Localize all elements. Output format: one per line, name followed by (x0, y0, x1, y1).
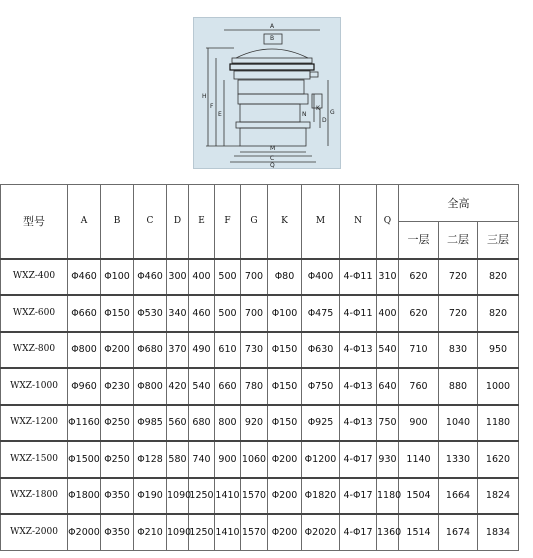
table-cell: 800 (215, 405, 241, 442)
table-cell: 500 (215, 295, 241, 332)
table-cell: 1330 (439, 441, 478, 478)
table-cell: Φ630 (302, 332, 340, 369)
table-cell: 660 (215, 368, 241, 405)
table-cell: 1090 (167, 514, 189, 551)
table-cell: Φ80 (268, 259, 302, 296)
spec-table (0, 184, 519, 551)
table-cell: 1410 (215, 478, 241, 515)
table-row (1, 368, 519, 405)
label-d: D (322, 117, 327, 124)
table-row (1, 259, 519, 296)
table-cell: 400 (377, 295, 399, 332)
sieve-frame (234, 71, 310, 79)
table-cell: 370 (167, 332, 189, 369)
table-cell: Φ400 (302, 259, 340, 296)
table-cell: 340 (167, 295, 189, 332)
sieve-dimension-diagram (193, 17, 341, 169)
table-cell: 4-Φ17 (340, 514, 377, 551)
table-cell: 720 (439, 295, 478, 332)
model-cell: WXZ-800 (1, 332, 68, 369)
label-h: H (202, 93, 207, 100)
table-cell: Φ190 (134, 478, 167, 515)
table-cell: 620 (399, 295, 439, 332)
table-cell: Φ150 (268, 332, 302, 369)
table-cell: 1180 (478, 405, 519, 442)
table-cell: Φ660 (68, 295, 101, 332)
table-cell: 900 (399, 405, 439, 442)
top-cover (236, 49, 308, 58)
table-cell: 820 (478, 295, 519, 332)
label-f: F (210, 103, 214, 110)
table-cell: 740 (189, 441, 215, 478)
table-cell: 4-Φ13 (340, 405, 377, 442)
table-cell: Φ200 (268, 478, 302, 515)
table-cell: 640 (377, 368, 399, 405)
table-cell: 560 (167, 405, 189, 442)
table-cell: 4-Φ17 (340, 441, 377, 478)
table-cell: Φ150 (268, 368, 302, 405)
model-cell: WXZ-600 (1, 295, 68, 332)
header-col-b: B (101, 185, 134, 259)
table-cell: Φ925 (302, 405, 340, 442)
header-model: 型号 (1, 185, 68, 259)
table-cell: Φ200 (268, 514, 302, 551)
table-cell: 580 (167, 441, 189, 478)
header-layer-2: 二层 (439, 222, 478, 259)
header-layer-3: 三层 (478, 222, 519, 259)
model-cell: WXZ-1500 (1, 441, 68, 478)
model-cell: WXZ-1800 (1, 478, 68, 515)
table-cell: Φ210 (134, 514, 167, 551)
header-layer-1: 一层 (399, 222, 439, 259)
motor-housing (240, 104, 300, 122)
header-col-c: C (134, 185, 167, 259)
table-cell: 310 (377, 259, 399, 296)
table-cell: 4-Φ13 (340, 368, 377, 405)
table-cell: 1570 (241, 514, 268, 551)
table-cell: Φ800 (68, 332, 101, 369)
table-cell: 1250 (189, 478, 215, 515)
table-cell: 4-Φ11 (340, 295, 377, 332)
table-cell: 460 (189, 295, 215, 332)
table-cell: 1040 (439, 405, 478, 442)
base-ring (236, 122, 310, 128)
table-cell: Φ1200 (302, 441, 340, 478)
table-cell: Φ1160 (68, 405, 101, 442)
header-col-e: E (189, 185, 215, 259)
table-cell: Φ1800 (68, 478, 101, 515)
table-cell: Φ200 (101, 332, 134, 369)
table-cell: 1410 (215, 514, 241, 551)
clamp-ring (230, 64, 314, 70)
table-cell: 1140 (399, 441, 439, 478)
table-cell: 930 (377, 441, 399, 478)
table-cell: 1504 (399, 478, 439, 515)
table-cell: 620 (399, 259, 439, 296)
table-row (1, 478, 519, 515)
header-col-a: A (68, 185, 101, 259)
table-cell: 490 (189, 332, 215, 369)
label-c: C (270, 155, 275, 162)
table-cell: Φ100 (268, 295, 302, 332)
table-cell: 1834 (478, 514, 519, 551)
model-cell: WXZ-2000 (1, 514, 68, 551)
table-cell: 300 (167, 259, 189, 296)
table-cell: Φ985 (134, 405, 167, 442)
table-cell: Φ1820 (302, 478, 340, 515)
outlet-spout (310, 72, 318, 77)
table-cell: 1664 (439, 478, 478, 515)
table-cell: 820 (478, 259, 519, 296)
model-cell: WXZ-1000 (1, 368, 68, 405)
table-cell: Φ475 (302, 295, 340, 332)
table-cell: Φ960 (68, 368, 101, 405)
table-cell: 900 (215, 441, 241, 478)
label-e: E (218, 111, 222, 118)
table-cell: 1250 (189, 514, 215, 551)
table-cell: 680 (189, 405, 215, 442)
table-cell: 720 (439, 259, 478, 296)
table-cell: Φ530 (134, 295, 167, 332)
table-cell: Φ350 (101, 478, 134, 515)
table-row (1, 514, 519, 551)
table-cell: Φ750 (302, 368, 340, 405)
table-cell: 1620 (478, 441, 519, 478)
label-m: M (270, 145, 276, 152)
table-cell: 420 (167, 368, 189, 405)
model-cell: WXZ-1200 (1, 405, 68, 442)
label-a: A (270, 23, 275, 30)
table-cell: 1570 (241, 478, 268, 515)
spec-table-body (1, 259, 519, 551)
header-col-g: G (241, 185, 268, 259)
table-cell: Φ2020 (302, 514, 340, 551)
table-cell: Φ150 (268, 405, 302, 442)
table-row (1, 295, 519, 332)
table-cell: 400 (189, 259, 215, 296)
table-cell: Φ150 (101, 295, 134, 332)
table-cell: 920 (241, 405, 268, 442)
label-k: K (316, 105, 320, 112)
table-cell: 760 (399, 368, 439, 405)
table-cell: 1674 (439, 514, 478, 551)
header-col-f: F (215, 185, 241, 259)
lower-frame (238, 80, 304, 94)
header-total-height: 全高 (399, 185, 519, 222)
label-q: Q (270, 162, 275, 169)
table-row (1, 332, 519, 369)
header-col-m: M (302, 185, 340, 259)
table-cell: 700 (241, 295, 268, 332)
table-cell: Φ460 (134, 259, 167, 296)
table-cell: 610 (215, 332, 241, 369)
table-cell: 1514 (399, 514, 439, 551)
table-cell: 1060 (241, 441, 268, 478)
table-cell: 4-Φ11 (340, 259, 377, 296)
table-cell: Φ200 (268, 441, 302, 478)
table-cell: 880 (439, 368, 478, 405)
table-cell: Φ1500 (68, 441, 101, 478)
table-cell: 950 (478, 332, 519, 369)
header-col-d: D (167, 185, 189, 259)
table-cell: 700 (241, 259, 268, 296)
table-cell: 4-Φ13 (340, 332, 377, 369)
table-row (1, 405, 519, 442)
table-cell: Φ2000 (68, 514, 101, 551)
label-n: N (302, 111, 307, 118)
label-b: B (270, 35, 275, 42)
table-cell: 780 (241, 368, 268, 405)
table-cell: 4-Φ17 (340, 478, 377, 515)
header-col-n: N (340, 185, 377, 259)
header-col-k: K (268, 185, 302, 259)
table-row (1, 441, 519, 478)
table-cell: 540 (189, 368, 215, 405)
header-col-q: Q (377, 185, 399, 259)
table-cell: 1180 (377, 478, 399, 515)
table-cell: 1000 (478, 368, 519, 405)
diagram-drawing (194, 18, 340, 168)
table-cell: 500 (215, 259, 241, 296)
table-cell: 1360 (377, 514, 399, 551)
table-cell: 730 (241, 332, 268, 369)
model-cell: WXZ-400 (1, 259, 68, 296)
table-cell: Φ460 (68, 259, 101, 296)
table-cell: Φ230 (101, 368, 134, 405)
vibration-body (238, 94, 308, 104)
cover-rim (232, 58, 312, 63)
table-cell: 1090 (167, 478, 189, 515)
header-row-1 (1, 185, 519, 222)
label-g: G (330, 109, 335, 116)
table-cell: Φ680 (134, 332, 167, 369)
table-cell: Φ250 (101, 441, 134, 478)
table-cell: Φ350 (101, 514, 134, 551)
table-cell: Φ250 (101, 405, 134, 442)
table-cell: Φ100 (101, 259, 134, 296)
table-cell: 540 (377, 332, 399, 369)
table-cell: 750 (377, 405, 399, 442)
table-cell: 1824 (478, 478, 519, 515)
table-cell: 710 (399, 332, 439, 369)
table-cell: Φ800 (134, 368, 167, 405)
table-cell: 830 (439, 332, 478, 369)
base-stand (240, 128, 306, 146)
table-cell: Φ128 (134, 441, 167, 478)
